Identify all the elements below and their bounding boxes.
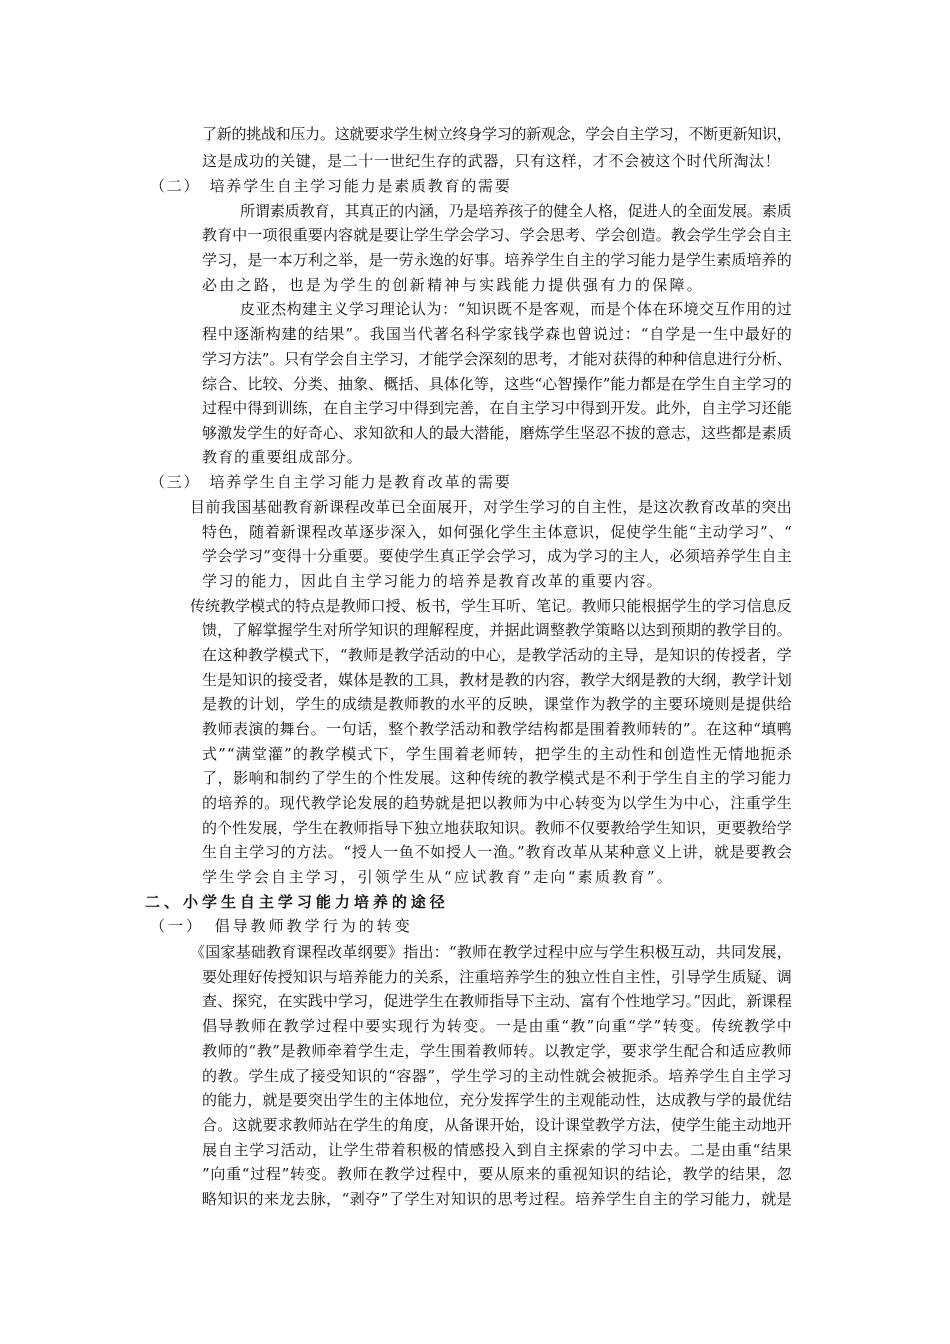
text-line: 合。这就要求教师站在学生的角度，从备课开始，设计课堂教学方法，使学生能主动地开 [202,1116,792,1134]
text-line: 式”“满堂灌”的教学模式下，学生围着老师转，把学生的主动性和创造性无情地扼杀 [202,745,793,763]
text-line: 教育的重要组成部分。 [202,448,363,466]
text-line: 了，影响和制约了学生的个性发展。这种传统的教学模式是不利于学生自主的学习能力 [202,769,793,787]
text-line: 是教的计划，学生的成绩是教师教的水平的反映，课堂作为教学的主要环境则是提供给 [202,695,793,713]
text-line: 学会学习”变得十分重要。要使学生真正学会学习，成为学习的主人，必须培养学生自主 [202,547,793,565]
section-heading: （三） 培养学生自主学习能力是教育改革的需要 [150,473,512,491]
text-line: 学习方法”。只有学会自主学习，才能学会深刻的思考，才能对获得的种种信息进行分析、 [202,350,792,368]
text-line: 略知识的来龙去脉，“剥夺”了学生对知识的思考过程。培养学生自主的学习能力，就是 [202,1190,793,1208]
text-line: 生自主学习的方法。“授人一鱼不如授人一渔。”教育改革从某种意义上讲，就是要教会 [202,843,793,861]
text-line: 《国家基础教育课程改革纲要》指出：“教师在教学过程中应与学生积极互动，共同发展， [190,943,793,961]
section-heading: （二） 培养学生自主学习能力是素质教育的需要 [150,177,512,195]
text-line: 综合、比较、分类、抽象、概括、具体化等，这些“心智操作”能力都是在学生自主学习的 [202,375,792,393]
text-line: 学生学会自主学习，引领学生从“应试教育”走向“素质教育”。 [202,868,675,886]
text-line: 教师的“教”是教师牵着学生走，学生围着教师转。以教定学，要求学生配合和适应教师 [202,1042,793,1060]
text-line: 要处理好传授知识与培养能力的关系，注重培养学生的独立性自主性，引导学生质疑、调 [202,968,792,986]
text-line: 过程中得到训练，在自主学习中得到完善，在自主学习中得到开发。此外，自主学习还能 [202,399,792,417]
section-heading: 二、小学生自主学习能力培养的途径 [145,893,449,911]
text-line: 查、探究，在实践中学习，促进学生在教师指导下主动、富有个性地学习。”因此，新课程 [202,992,792,1010]
text-line: 教育中一项很重要内容就是要让学生学会学习、学会思考、学会创造。教会学生学会自主 [202,226,792,244]
text-line: 这是成功的关键，是二十一世纪生存的武器，只有这样，才不会被这个时代所淘汰！ [202,152,781,170]
text-line: 学习，是一本万利之举，是一劳永逸的好事。培养学生自主的学习能力是学生素质培养的 [202,251,792,269]
text-line: 了新的挑战和压力。这就要求学生树立终身学习的新观念，学会自主学习，不断更新知识， [202,125,792,143]
text-line: 所谓素质教育，其真正的内涵，乃是培养孩子的健全人格，促进人的全面发展。素质 [240,202,792,220]
text-line: 目前我国基础教育新课程改革已全面展开，对学生学习的自主性，是这次教育改革的突出 [190,498,793,516]
text-line: 的个性发展，学生在教师指导下独立地获取知识。教师不仅要教给学生知识，更要教给学 [202,819,792,837]
text-line: 倡导教师在教学过程中要实现行为转变。一是由重“教”向重“学”转变。传统教学中 [202,1017,794,1035]
text-line: 够激发学生的好奇心、求知欲和人的最大潜能，磨炼学生坚忍不拔的意志，这些都是素质 [202,424,792,442]
text-line: 学习的能力，因此自主学习能力的培养是教育改革的重要内容。 [202,572,664,590]
text-line: 传统教学模式的特点是教师口授、板书，学生耳听、笔记。教师只能根据学生的学习信息反 [190,597,792,615]
section-heading: （一） 倡导教师教学行为的转变 [150,917,413,935]
text-line: 程中逐渐构建的结果”。我国当代著名科学家钱学森也曾说过：“自学是一生中最好的 [202,325,793,343]
text-line: 馈，了解掌握学生对所学知识的理解程度，并据此调整教学策略以达到预期的教学目的。 [202,621,792,639]
text-line: ”向重“过程”转变。教师在教学过程中，要从原来的重视知识的结论，教学的结果，忽 [202,1165,793,1183]
text-line: 的教。学生成了接受知识的“容器”，学生学习的主动性就会被扼杀。培养学生自主学习 [202,1067,793,1085]
text-line: 必由之路，也是为学生的创新精神与实践能力提供强有力的保障。 [202,276,705,294]
text-line: 的能力，就是要突出学生的主体地位，充分发挥学生的主观能动性，达成教与学的最优结 [202,1091,792,1109]
text-line: 皮亚杰构建主义学习理论认为：“知识既不是客观，而是个体在环境交互作用的过 [240,300,793,318]
text-line: 特色，随着新课程改革逐步深入，如何强化学生主体意识，促使学生能“主动学习”、“ [202,523,793,541]
text-line: 生是知识的接受者，媒体是教的工具，教材是教的内容，教学大纲是教的大纲，教学计划 [202,671,792,689]
text-line: 教师表演的舞台。一句话，整个教学活动和教学结构都是围着教师转的”。在这种“填鸭 [202,720,793,738]
text-line: 展自主学习活动，让学生带着积极的情感投入到自主探索的学习中去。二是由重“结果 [202,1141,793,1159]
text-line: 在这种教学模式下，“教师是教学活动的中心，是教学活动的主导，是知识的传授者，学 [202,646,793,664]
text-line: 的培养的。现代教学论发展的趋势就是把以教师为中心转变为以学生为中心，注重学生 [202,794,793,812]
